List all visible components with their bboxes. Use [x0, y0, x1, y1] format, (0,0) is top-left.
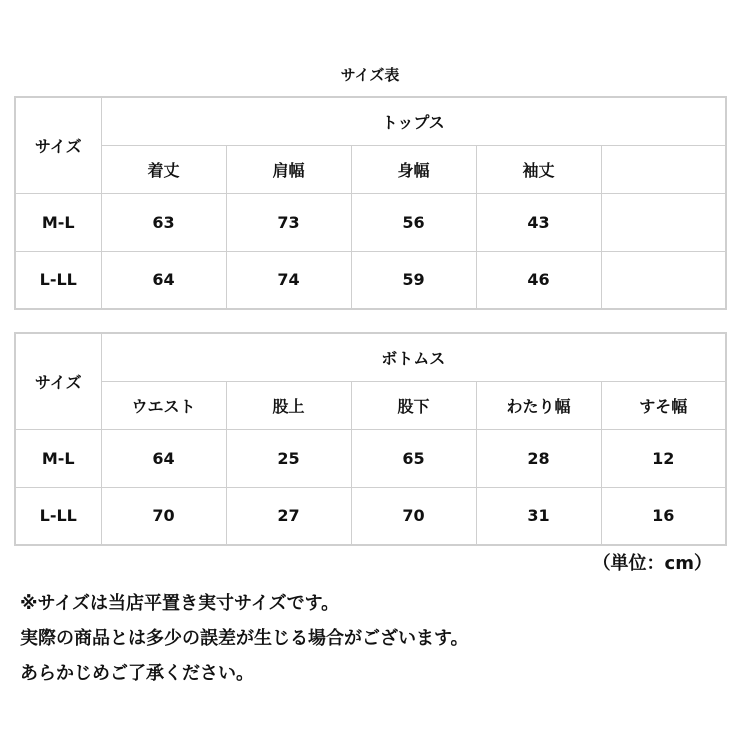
- value-cell: 74: [226, 251, 351, 309]
- value-cell: 46: [476, 251, 601, 309]
- value-cell: 70: [351, 487, 476, 545]
- tops-size-table: [14, 96, 727, 310]
- bottoms-header-rise: 股上: [226, 381, 351, 429]
- value-cell: [601, 251, 726, 309]
- value-cell: [601, 193, 726, 251]
- value-cell: 65: [351, 429, 476, 487]
- tops-header-chest: 身幅: [351, 145, 476, 193]
- bottoms-size-label: サイズ: [15, 333, 101, 429]
- value-cell: 27: [226, 487, 351, 545]
- tops-header-sleeve: 袖丈: [476, 145, 601, 193]
- bottoms-header-waist: ウエスト: [101, 381, 226, 429]
- table-row: [15, 487, 726, 545]
- value-cell: 59: [351, 251, 476, 309]
- value-cell: 73: [226, 193, 351, 251]
- size-cell: L-LL: [15, 251, 101, 309]
- note-line-1: ※サイズは当店平置き実寸サイズです。: [20, 593, 340, 614]
- tops-group-label: トップス: [101, 97, 726, 145]
- value-cell: 64: [101, 429, 226, 487]
- value-cell: 63: [101, 193, 226, 251]
- value-cell: 12: [601, 429, 726, 487]
- chart-title: サイズ表: [340, 66, 400, 84]
- size-cell: L-LL: [15, 487, 101, 545]
- table-row: [15, 193, 726, 251]
- tops-header-empty: [601, 145, 726, 193]
- value-cell: 16: [601, 487, 726, 545]
- bottoms-header-inseam: 股下: [351, 381, 476, 429]
- value-cell: 56: [351, 193, 476, 251]
- tops-header-shoulder: 肩幅: [226, 145, 351, 193]
- value-cell: 64: [101, 251, 226, 309]
- value-cell: 28: [476, 429, 601, 487]
- value-cell: 31: [476, 487, 601, 545]
- table-row: [15, 251, 726, 309]
- bottoms-group-label: ボトムス: [101, 333, 726, 381]
- bottoms-header-thigh: わたり幅: [476, 381, 601, 429]
- note-line-2: 実際の商品とは多少の誤差が生じる場合がございます。: [20, 628, 469, 649]
- size-cell: M-L: [15, 429, 101, 487]
- value-cell: 25: [226, 429, 351, 487]
- tops-size-label: サイズ: [15, 97, 101, 193]
- table-row: [15, 429, 726, 487]
- bottoms-size-table: [14, 332, 727, 546]
- bottoms-header-hem: すそ幅: [601, 381, 726, 429]
- value-cell: 70: [101, 487, 226, 545]
- unit-note: （単位：cm）: [592, 553, 712, 574]
- value-cell: 43: [476, 193, 601, 251]
- note-line-3: あらかじめご了承ください。: [20, 663, 254, 684]
- tops-header-length: 着丈: [101, 145, 226, 193]
- size-cell: M-L: [15, 193, 101, 251]
